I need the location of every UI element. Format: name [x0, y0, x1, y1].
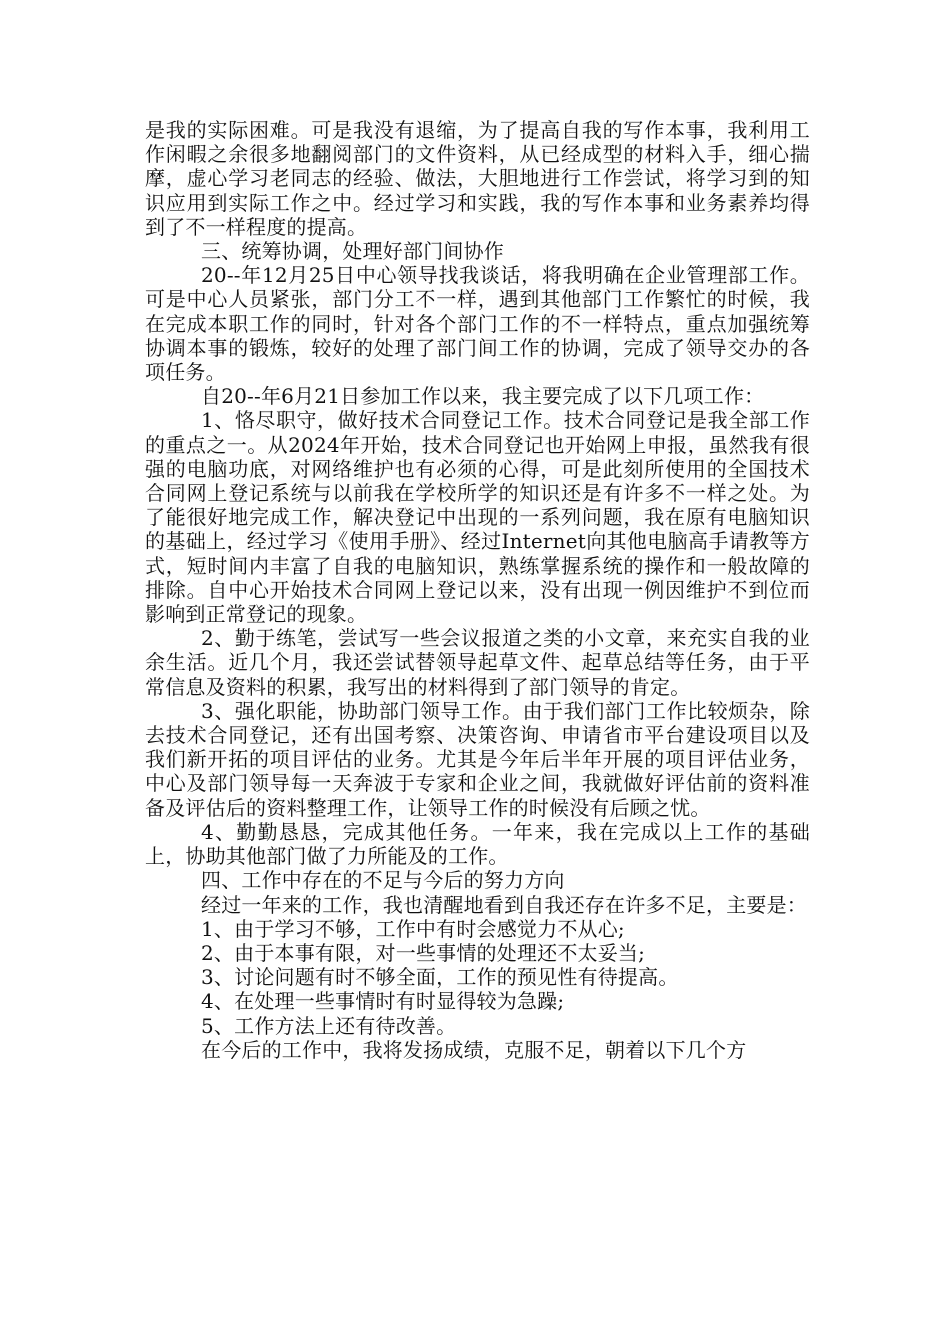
list-item: 2、由于本事有限，对一些事情的处理还不太妥当;: [201, 940, 646, 965]
document-page: [145, 118, 810, 1062]
list-paragraph: 2、勤于练笔，尝试写一些会议报道之类的小文章，来充实自我的业余生活。近几个月，我还尝试替领导起草文件、起草总结等任务，由于平常信息及资料的积累，我写出的材料得到了部门领导的肯定。: [145, 626, 810, 699]
body-paragraph: 在今后的工作中，我将发扬成绩，克服不足，朝着以下几个方: [201, 1037, 747, 1062]
list-paragraph: 4、勤勤恳恳，完成其他任务。一年来，我在完成以上工作的基础上，协助其他部门做了力所能及的工作。: [145, 819, 810, 869]
body-paragraph: 是我的实际困难。可是我没有退缩，为了提高自我的写作本事，我利用工作闲暇之余很多地翻阅部门的文件资料，从已经成型的材料入手，细心揣摩，虚心学习老同志的经验、做法，大胆地进行工作尝试，将学习到的知识应用到实际工作之中。经过学习和实践，我的写作本事和业务素养均得到了不一样程度的提高。: [145, 118, 810, 239]
list-paragraph: 3、强化职能，协助部门领导工作。由于我们部门工作比较烦杂，除去技术合同登记，还有出国考察、决策咨询、申请省市平台建设项目以及我们新开拓的项目评估的业务。尤其是今年后半年开展的项目评估业务，中心及部门领导每一天奔波于专家和企业之间，我就做好评估前的资料准备及评估后的资料整理工作，让领导工作的时候没有后顾之忧。: [145, 698, 810, 820]
list-item: 3、讨论问题有时不够全面，工作的预见性有待提高。: [201, 965, 679, 990]
list-item: 5、工作方法上还有待改善。: [201, 1013, 457, 1038]
body-paragraph: 自20--年6月21日参加工作以来，我主要完成了以下几项工作：: [201, 384, 765, 409]
list-item: 1、由于学习不够，工作中有时会感觉力不从心;: [201, 916, 625, 941]
body-paragraph: 20--年12月25日中心领导找我谈话，将我明确在企业管理部工作。可是中心人员紧张，部门分工不一样，遇到其他部门工作繁忙的时候，我在完成本职工作的同时，针对各个部门工作的不一样特点，重点加强统筹协调本事的锻炼，较好的处理了部门间工作的协调，完成了领导交办的各项任务。: [145, 263, 810, 385]
list-paragraph: 1、恪尽职守，做好技术合同登记工作。技术合同登记是我全部工作的重点之一。从2024年开始，技术合同登记也开始网上申报，虽然我有很强的电脑功底，对网络维护也有必须的心得，可是此刻所使用的全国技术合同网上登记系统与以前我在学校所学的知识还是有许多不一样之处。为了能很好地完成工作，解决登记中出现的一系列问题，我在原有电脑知识的基础上，经过学习《使用手册》、经过Internet向其他电脑高手请教等方式，短时间内丰富了自我的电脑知识，熟练掌握系统的操作和一般故障的排除。自中心开始技术合同网上登记以来，没有出现一例因维护不到位而影响到正常登记的现象。: [145, 408, 810, 627]
section-heading: 三、统筹协调，处理好部门间协作: [201, 239, 504, 264]
body-paragraph: 经过一年来的工作，我也清醒地看到自我还存在许多不足，主要是：: [201, 892, 807, 917]
list-item: 4、在处理一些事情时有时显得较为急躁;: [201, 989, 565, 1014]
section-heading: 四、工作中存在的不足与今后的努力方向: [201, 868, 565, 893]
